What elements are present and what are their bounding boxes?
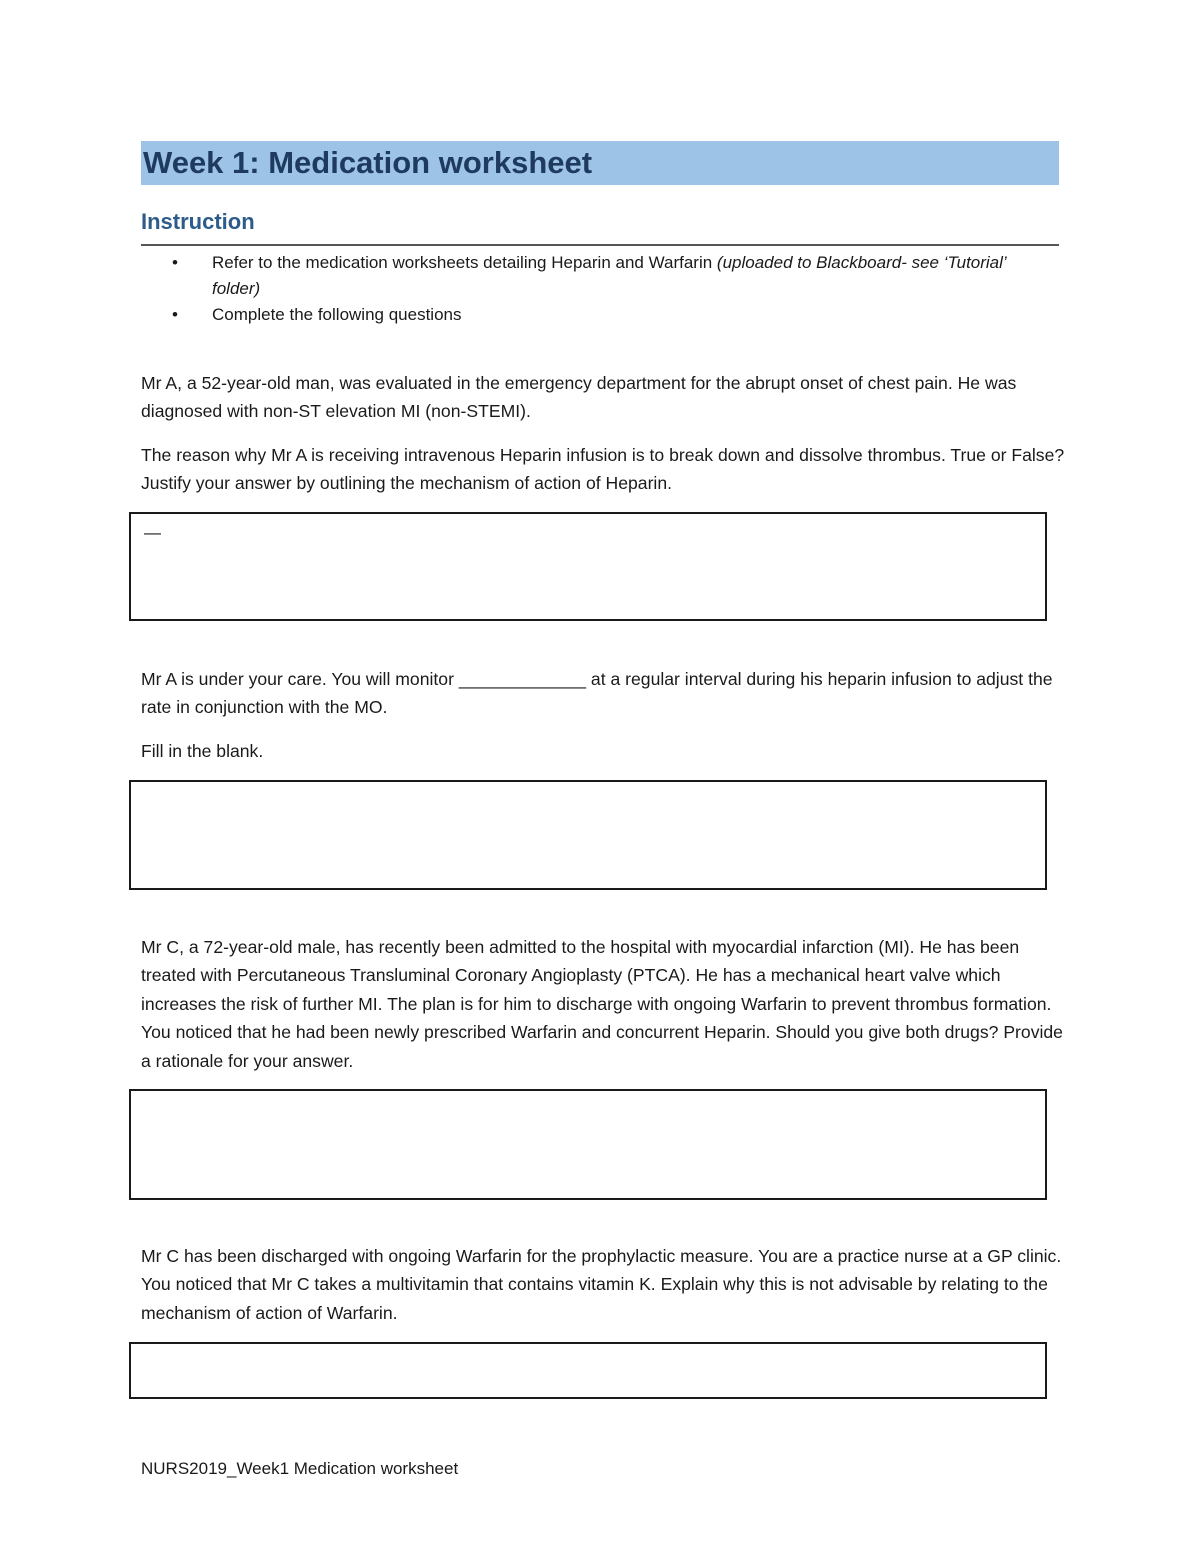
question-2-part-2: at a regular interval during his heparin infusion to adjust the rate in conjunction with the MO. (141, 669, 1053, 718)
bullet-icon: • (172, 305, 178, 324)
instruction-item-refer-text: Refer to the medication worksheets detailing Heparin and Warfarin (212, 253, 717, 272)
instruction-item-complete: Complete the following questions (212, 305, 462, 324)
answer-box-q4[interactable] (129, 1342, 1047, 1399)
question-1-text: The reason why Mr A is receiving intravenous Heparin infusion is to break down and dissolve thrombus. True or False? Justify your answer by outlining the mechanism of action of Heparin. (141, 445, 1065, 494)
bullet-icon: • (172, 253, 178, 272)
title-banner (141, 141, 1059, 185)
page-footer: NURS2019_Week1 Medication worksheet (141, 1459, 459, 1478)
answer-box-q3[interactable] (129, 1089, 1047, 1200)
instruction-item-refer (212, 250, 1042, 302)
question-4-text: Mr C has been discharged with ongoing Warfarin for the prophylactic measure. You are a practice nurse at a GP clinic. You noticed that Mr C takes a multivitamin that contains vitamin K. Explain why this is not advisable by relating to the mechanism of action of Warfarin. (141, 1246, 1062, 1323)
answer-q1-entry: — (144, 523, 161, 542)
question-2-instruction: Fill in the blank. (141, 741, 264, 761)
answer-box-q1[interactable] (129, 512, 1047, 621)
heading-divider (141, 244, 1059, 246)
question-2-text (141, 665, 1066, 722)
question-2-part-1: Mr A is under your care. You will monitor (141, 669, 459, 689)
instruction-heading: Instruction (141, 209, 255, 234)
case-a-intro: Mr A, a 52-year-old man, was evaluated in the emergency department for the abrupt onset of chest pain. He was diagnosed with non-ST elevation MI (non-STEMI). (141, 373, 1017, 422)
question-3-text: Mr C, a 72-year-old male, has recently been admitted to the hospital with myocardial infarction (MI). He has been treated with Percutaneous Transluminal Coronary Angioplasty (PTCA). He has a mechanical heart valve which increases the risk of further MI. The plan is for him to discharge with ongoing Warfarin to prevent thrombus formation. You noticed that he had been newly prescribed Warfarin and concurrent Heparin. Should you give both drugs? Provide a rationale for your answer. (141, 937, 1063, 1071)
instruction-item-refer-note: (uploaded to Blackboard- see ‘Tutorial’ folder) (212, 253, 1006, 298)
answer-box-q2[interactable] (129, 780, 1047, 890)
question-2-blank: _____________ (458, 669, 587, 689)
page-title: Week 1: Medication worksheet (143, 145, 593, 180)
